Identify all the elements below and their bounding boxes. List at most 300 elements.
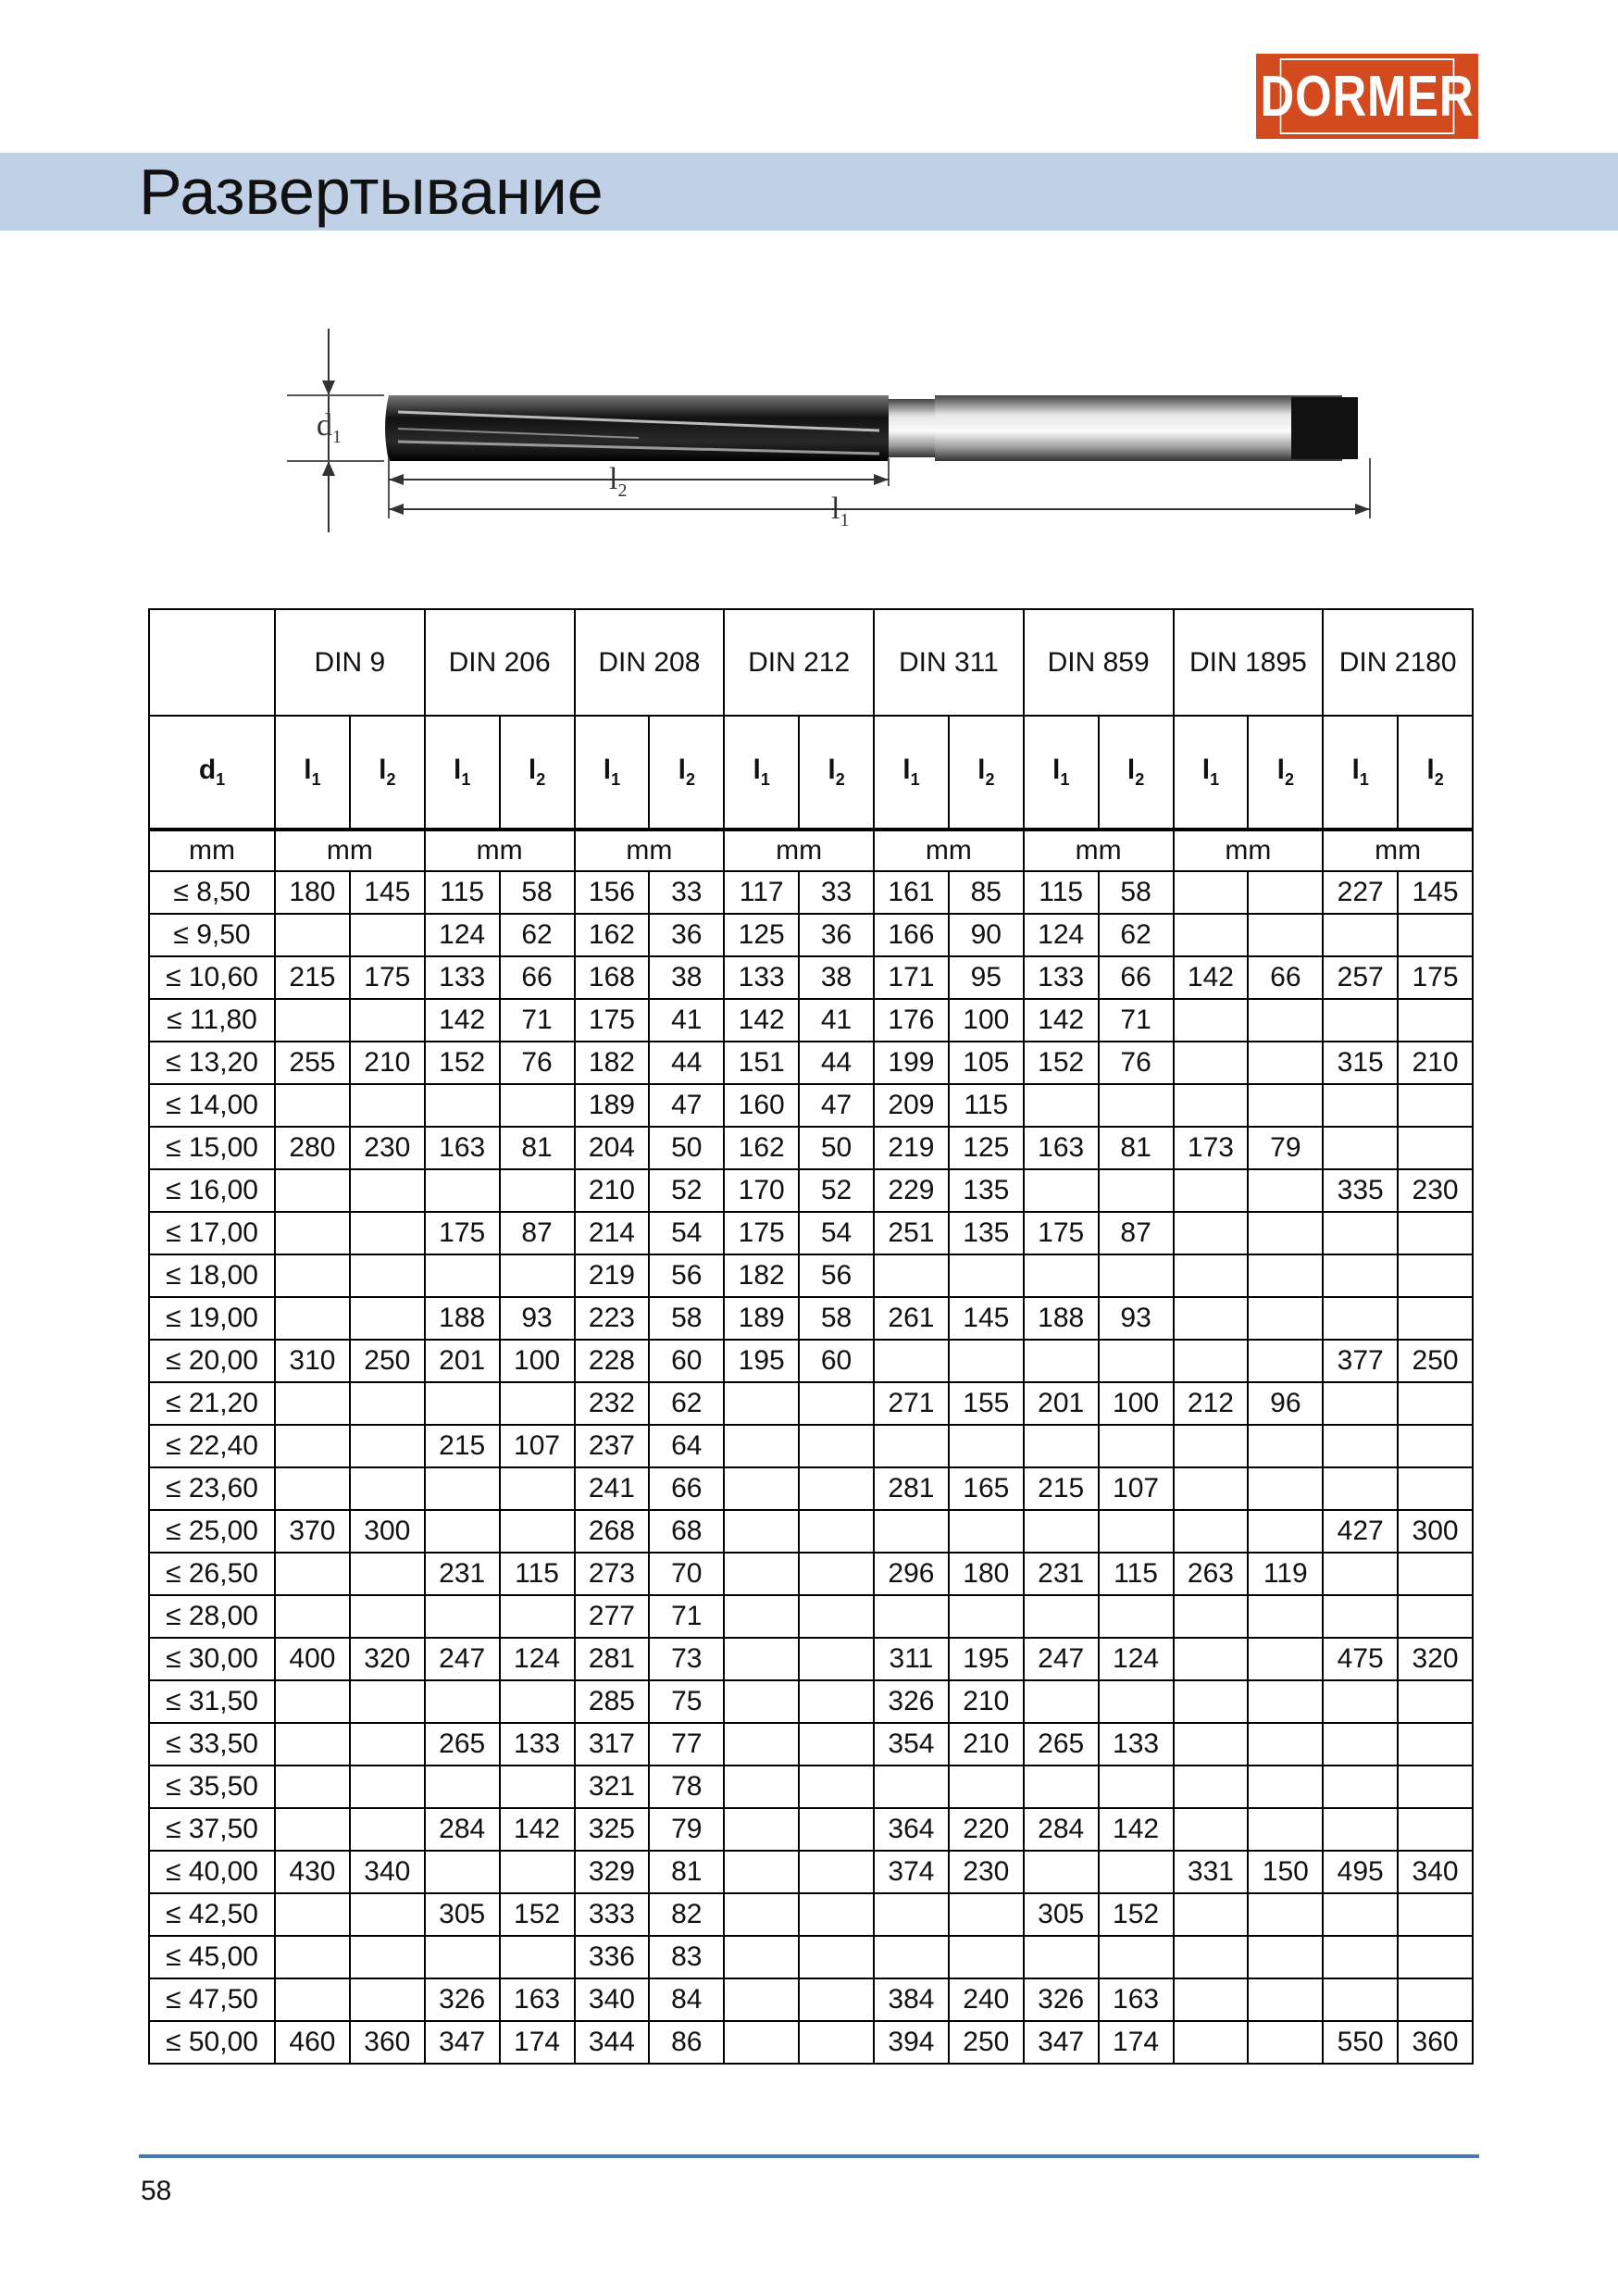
table-cell: 68: [649, 1510, 724, 1553]
table-cell: [874, 1936, 949, 1978]
table-cell: 54: [799, 1212, 874, 1254]
l2-header: $l_2$: [799, 716, 874, 830]
table-cell: [1398, 1127, 1473, 1169]
table-cell: [425, 1084, 500, 1127]
table-cell: [1174, 1510, 1249, 1553]
table-cell: [1024, 1510, 1099, 1553]
table-cell: [1024, 1851, 1099, 1893]
table-cell: [1174, 1169, 1249, 1212]
table-row: [149, 1680, 1473, 1723]
table-cell: 377: [1323, 1340, 1398, 1382]
table-cell: 204: [575, 1127, 650, 1169]
table-row: [149, 1595, 1473, 1638]
table-cell: [1248, 1169, 1323, 1212]
table-cell: 133: [425, 956, 500, 999]
table-cell: 163: [425, 1127, 500, 1169]
table-cell: [724, 1425, 799, 1467]
table-cell: 326: [1024, 1978, 1099, 2021]
diameter-cell: ≤ 33,50: [149, 1723, 275, 1766]
table-cell: 550: [1323, 2021, 1398, 2064]
table-cell: 175: [1398, 956, 1473, 999]
table-cell: [425, 1382, 500, 1425]
table-cell: 44: [649, 1042, 724, 1084]
reamer-neck: [889, 399, 935, 457]
table-cell: 247: [1024, 1638, 1099, 1680]
table-cell: [874, 1766, 949, 1808]
table-cell: 189: [724, 1297, 799, 1340]
table-cell: [1248, 1723, 1323, 1766]
table-cell: [1024, 1766, 1099, 1808]
l1-label: $l_1$: [831, 492, 850, 530]
table-cell: [1248, 914, 1323, 956]
diameter-cell: ≤ 18,00: [149, 1254, 275, 1297]
table-cell: [500, 1510, 575, 1553]
table-row: [149, 914, 1473, 956]
table-cell: 82: [649, 1893, 724, 1936]
table-cell: 430: [275, 1851, 350, 1893]
table-cell: 300: [1398, 1510, 1473, 1553]
table-cell: [1398, 914, 1473, 956]
table-cell: [799, 1893, 874, 1936]
table-cell: 78: [649, 1766, 724, 1808]
l2-header: $l_2$: [1099, 716, 1174, 830]
table-cell: 231: [1024, 1553, 1099, 1595]
table-cell: [1323, 1766, 1398, 1808]
table-cell: 173: [1174, 1127, 1249, 1169]
table-cell: [1024, 1340, 1099, 1382]
table-cell: [874, 1254, 949, 1297]
table-cell: [799, 2021, 874, 2064]
table-cell: [1099, 1510, 1174, 1553]
table-cell: [1323, 1893, 1398, 1936]
table-cell: [799, 1382, 874, 1425]
table-cell: [1323, 1382, 1398, 1425]
table-cell: 41: [799, 999, 874, 1042]
table-cell: 66: [1248, 956, 1323, 999]
table-cell: [1323, 1808, 1398, 1851]
l1-header: $l_1$: [1024, 716, 1099, 830]
table-cell: [874, 1340, 949, 1382]
table-cell: [724, 1382, 799, 1425]
table-cell: 495: [1323, 1851, 1398, 1893]
table-cell: 384: [874, 1978, 949, 2021]
table-cell: [1248, 1297, 1323, 1340]
table-cell: 280: [275, 1127, 350, 1169]
table-cell: [724, 1936, 799, 1978]
table-cell: 329: [575, 1851, 650, 1893]
table-cell: 93: [1099, 1297, 1174, 1340]
table-cell: [1398, 1553, 1473, 1595]
table-cell: 152: [425, 1042, 500, 1084]
table-cell: 152: [1099, 1893, 1174, 1936]
table-cell: 321: [575, 1766, 650, 1808]
table-cell: 475: [1323, 1638, 1398, 1680]
table-cell: [1248, 1084, 1323, 1127]
table-cell: [1174, 1340, 1249, 1382]
table-cell: [949, 1893, 1024, 1936]
table-cell: 210: [350, 1042, 425, 1084]
table-cell: 325: [575, 1808, 650, 1851]
table-cell: [874, 1425, 949, 1467]
table-cell: [724, 1680, 799, 1723]
table-cell: [1174, 1723, 1249, 1766]
table-cell: 52: [799, 1169, 874, 1212]
table-cell: 66: [1099, 956, 1174, 999]
table-cell: 336: [575, 1936, 650, 1978]
table-cell: 71: [1099, 999, 1174, 1042]
table-cell: 300: [350, 1510, 425, 1553]
l1-header: $l_1$: [575, 716, 650, 830]
table-cell: 199: [874, 1042, 949, 1084]
table-cell: 214: [575, 1212, 650, 1254]
table-cell: [500, 1936, 575, 1978]
table-cell: [1398, 1978, 1473, 2021]
table-cell: 75: [649, 1680, 724, 1723]
table-cell: 344: [575, 2021, 650, 2064]
table-cell: [350, 1893, 425, 1936]
table-cell: [1248, 1893, 1323, 1936]
unit-cell: mm: [874, 830, 1024, 871]
table-cell: [1323, 1254, 1398, 1297]
reamer-diagram: [268, 319, 1388, 532]
logo-text: DORMER: [1280, 58, 1455, 134]
table-cell: 180: [275, 871, 350, 914]
table-cell: 105: [949, 1042, 1024, 1084]
table-cell: [500, 1595, 575, 1638]
table-cell: 340: [575, 1978, 650, 2021]
table-cell: [724, 1808, 799, 1851]
diameter-cell: ≤ 25,00: [149, 1510, 275, 1553]
table-cell: [350, 914, 425, 956]
table-row: [149, 1766, 1473, 1808]
diameter-cell: ≤ 45,00: [149, 1936, 275, 1978]
table-cell: 81: [500, 1127, 575, 1169]
table-cell: [874, 1510, 949, 1553]
l2-header: $l_2$: [1398, 716, 1473, 830]
table-cell: 76: [500, 1042, 575, 1084]
unit-cell: mm: [724, 830, 874, 871]
table-cell: 62: [1099, 914, 1174, 956]
table-cell: [275, 1084, 350, 1127]
table-cell: [1174, 1638, 1249, 1680]
table-cell: 36: [799, 914, 874, 956]
table-cell: 189: [575, 1084, 650, 1127]
table-cell: 374: [874, 1851, 949, 1893]
table-cell: 162: [724, 1127, 799, 1169]
table-cell: 33: [799, 871, 874, 914]
table-cell: 364: [874, 1808, 949, 1851]
table-cell: 44: [799, 1042, 874, 1084]
table-cell: 115: [500, 1553, 575, 1595]
table-cell: [1398, 1936, 1473, 1978]
table-cell: 188: [425, 1297, 500, 1340]
table-cell: 174: [1099, 2021, 1174, 2064]
table-cell: 331: [1174, 1851, 1249, 1893]
table-cell: 354: [874, 1723, 949, 1766]
table-cell: [1174, 1680, 1249, 1723]
table-cell: [350, 1808, 425, 1851]
table-cell: [1398, 1595, 1473, 1638]
table-cell: [1248, 1340, 1323, 1382]
diameter-cell: ≤ 22,40: [149, 1425, 275, 1467]
table-cell: [275, 1425, 350, 1467]
table-cell: 93: [500, 1297, 575, 1340]
table-cell: [874, 1893, 949, 1936]
table-cell: [1323, 1212, 1398, 1254]
diameter-cell: ≤ 15,00: [149, 1127, 275, 1169]
dimension-symbols-row: [149, 716, 1473, 830]
table-cell: 296: [874, 1553, 949, 1595]
table-row: [149, 999, 1473, 1042]
table-cell: 142: [1024, 999, 1099, 1042]
table-cell: [350, 1254, 425, 1297]
table-cell: 230: [1398, 1169, 1473, 1212]
table-cell: [1248, 2021, 1323, 2064]
table-row: [149, 1851, 1473, 1893]
table-cell: [350, 1382, 425, 1425]
table-cell: [275, 1595, 350, 1638]
table-cell: [275, 1766, 350, 1808]
table-cell: [1248, 1638, 1323, 1680]
table-cell: 83: [649, 1936, 724, 1978]
table-cell: [1024, 1425, 1099, 1467]
table-cell: [1174, 1595, 1249, 1638]
table-cell: 347: [1024, 2021, 1099, 2064]
table-cell: [1323, 1723, 1398, 1766]
table-cell: 124: [500, 1638, 575, 1680]
table-cell: 79: [1248, 1127, 1323, 1169]
table-cell: 135: [949, 1212, 1024, 1254]
table-cell: [275, 1893, 350, 1936]
table-row: [149, 1936, 1473, 1978]
table-cell: 227: [1323, 871, 1398, 914]
table-cell: 133: [500, 1723, 575, 1766]
table-cell: 95: [949, 956, 1024, 999]
table-cell: 210: [575, 1169, 650, 1212]
table-cell: [1099, 1425, 1174, 1467]
table-cell: [275, 1553, 350, 1595]
table-row: [149, 956, 1473, 999]
table-cell: 76: [1099, 1042, 1174, 1084]
diameter-cell: ≤ 30,00: [149, 1638, 275, 1680]
table-cell: 125: [949, 1127, 1024, 1169]
unit-cell: mm: [275, 830, 425, 871]
table-cell: [724, 1595, 799, 1638]
diameter-cell: ≤ 23,60: [149, 1467, 275, 1510]
table-cell: [1174, 2021, 1249, 2064]
table-cell: [1323, 1084, 1398, 1127]
table-cell: 125: [724, 914, 799, 956]
diameter-cell: ≤ 26,50: [149, 1553, 275, 1595]
table-cell: 107: [1099, 1467, 1174, 1510]
table-row: [149, 1340, 1473, 1382]
table-cell: 310: [275, 1340, 350, 1382]
table-cell: [1248, 1936, 1323, 1978]
footer-divider: [139, 2154, 1479, 2158]
table-cell: [1398, 1425, 1473, 1467]
table-cell: 115: [425, 871, 500, 914]
table-cell: 247: [425, 1638, 500, 1680]
table-cell: [1174, 1467, 1249, 1510]
table-cell: 175: [1024, 1212, 1099, 1254]
standard-din311: DIN 311: [874, 609, 1024, 716]
l2-header: $l_2$: [1248, 716, 1323, 830]
units-row: [149, 830, 1473, 871]
table-cell: [425, 1936, 500, 1978]
table-cell: 124: [1024, 914, 1099, 956]
table-cell: [799, 1510, 874, 1553]
table-cell: [1323, 999, 1398, 1042]
table-cell: 175: [724, 1212, 799, 1254]
standard-din859: DIN 859: [1024, 609, 1174, 716]
table-cell: 360: [1398, 2021, 1473, 2064]
table-row: [149, 1723, 1473, 1766]
table-cell: 210: [949, 1680, 1024, 1723]
table-cell: [1398, 1893, 1473, 1936]
reamer-square-end: [1291, 397, 1358, 459]
table-cell: [1099, 1595, 1174, 1638]
l1-header: $l_1$: [1174, 716, 1249, 830]
table-row: [149, 1169, 1473, 1212]
table-cell: 255: [275, 1042, 350, 1084]
table-cell: 220: [949, 1808, 1024, 1851]
table-cell: [275, 1254, 350, 1297]
table-cell: 240: [949, 1978, 1024, 2021]
table-cell: 175: [425, 1212, 500, 1254]
table-cell: 284: [1024, 1808, 1099, 1851]
table-cell: [1323, 1936, 1398, 1978]
unit-cell: mm: [1323, 830, 1473, 871]
diameter-cell: ≤ 42,50: [149, 1893, 275, 1936]
table-cell: [1248, 1510, 1323, 1553]
table-cell: [425, 1169, 500, 1212]
table-cell: 133: [724, 956, 799, 999]
table-cell: [1323, 914, 1398, 956]
table-cell: 320: [1398, 1638, 1473, 1680]
table-cell: 195: [949, 1638, 1024, 1680]
table-cell: [1323, 1425, 1398, 1467]
table-cell: [799, 1978, 874, 2021]
table-cell: 115: [1099, 1553, 1174, 1595]
table-cell: 163: [500, 1978, 575, 2021]
table-cell: 145: [949, 1297, 1024, 1340]
l1-header: $l_1$: [724, 716, 799, 830]
dormer-logo: [1256, 54, 1478, 139]
table-cell: 271: [874, 1382, 949, 1425]
table-row: [149, 871, 1473, 914]
diameter-cell: ≤ 13,20: [149, 1042, 275, 1084]
table-cell: [724, 2021, 799, 2064]
table-cell: 268: [575, 1510, 650, 1553]
diameter-cell: ≤ 40,00: [149, 1851, 275, 1893]
table-row: [149, 1553, 1473, 1595]
standard-din9: DIN 9: [275, 609, 425, 716]
table-cell: 79: [649, 1808, 724, 1851]
table-cell: [1174, 1212, 1249, 1254]
table-cell: [350, 1425, 425, 1467]
table-cell: [1398, 1297, 1473, 1340]
diameter-cell: ≤ 28,00: [149, 1595, 275, 1638]
table-cell: 156: [575, 871, 650, 914]
table-cell: [1398, 1084, 1473, 1127]
diameter-cell: ≤ 19,00: [149, 1297, 275, 1340]
table-cell: [275, 1978, 350, 2021]
table-cell: [1248, 1467, 1323, 1510]
table-cell: [1323, 1127, 1398, 1169]
table-cell: 162: [575, 914, 650, 956]
table-cell: [1323, 1467, 1398, 1510]
table-cell: [799, 1553, 874, 1595]
table-cell: 62: [500, 914, 575, 956]
table-cell: 142: [500, 1808, 575, 1851]
table-cell: 311: [874, 1638, 949, 1680]
table-cell: 370: [275, 1510, 350, 1553]
table-cell: 394: [874, 2021, 949, 2064]
corner-cell: [149, 609, 275, 716]
l1-header: $l_1$: [425, 716, 500, 830]
table-cell: 171: [874, 956, 949, 999]
unit-cell: mm: [575, 830, 725, 871]
l1-header: $l_1$: [874, 716, 949, 830]
table-cell: 71: [500, 999, 575, 1042]
table-cell: 250: [949, 2021, 1024, 2064]
table-cell: 284: [425, 1808, 500, 1851]
table-cell: 71: [649, 1595, 724, 1638]
diameter-cell: ≤ 37,50: [149, 1808, 275, 1851]
table-cell: 56: [649, 1254, 724, 1297]
table-cell: [1398, 1766, 1473, 1808]
table-cell: 340: [1398, 1851, 1473, 1893]
table-cell: [1174, 1084, 1249, 1127]
table-cell: 250: [350, 1340, 425, 1382]
table-cell: [500, 1169, 575, 1212]
table-cell: [500, 1851, 575, 1893]
table-cell: 145: [350, 871, 425, 914]
table-cell: [1174, 1425, 1249, 1467]
table-cell: [1398, 1212, 1473, 1254]
table-cell: [1024, 1595, 1099, 1638]
table-cell: 58: [1099, 871, 1174, 914]
table-cell: [350, 1169, 425, 1212]
table-cell: [275, 1680, 350, 1723]
table-cell: 60: [799, 1340, 874, 1382]
table-cell: [799, 1680, 874, 1723]
diameter-cell: ≤ 31,50: [149, 1680, 275, 1723]
table-cell: 38: [799, 956, 874, 999]
table-cell: 180: [949, 1553, 1024, 1595]
table-cell: 347: [425, 2021, 500, 2064]
table-cell: [425, 1680, 500, 1723]
table-cell: [1323, 1297, 1398, 1340]
table-cell: 151: [724, 1042, 799, 1084]
table-cell: [1248, 1212, 1323, 1254]
table-cell: [1174, 999, 1249, 1042]
table-cell: [1248, 871, 1323, 914]
reamer-shank: [935, 395, 1342, 461]
l2-label: $l_2$: [609, 462, 628, 501]
table-cell: [350, 999, 425, 1042]
table-cell: [1398, 1467, 1473, 1510]
table-cell: [1398, 1723, 1473, 1766]
table-row: [149, 1638, 1473, 1680]
diameter-cell: ≤ 21,20: [149, 1382, 275, 1425]
table-cell: 81: [649, 1851, 724, 1893]
table-cell: 317: [575, 1723, 650, 1766]
standard-din212: DIN 212: [724, 609, 874, 716]
table-cell: [1099, 1340, 1174, 1382]
table-cell: [1024, 1936, 1099, 1978]
table-cell: 90: [949, 914, 1024, 956]
